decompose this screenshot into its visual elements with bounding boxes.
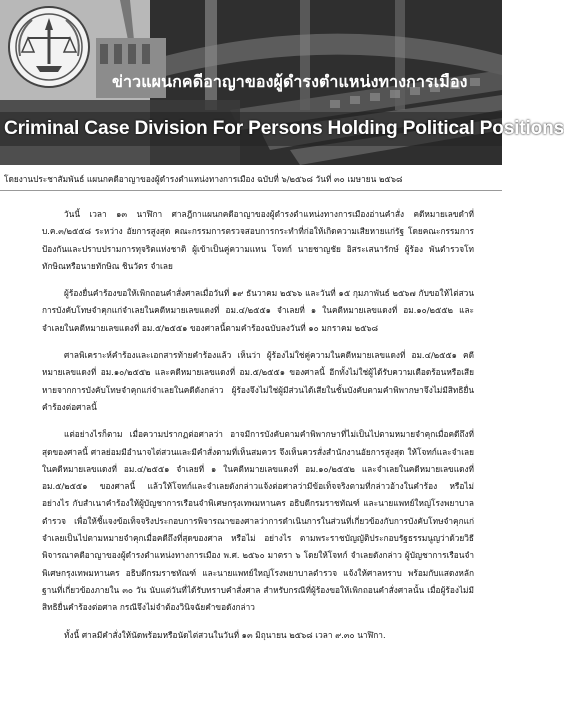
paragraph-1: วันนี้ เวลา ๑๓ นาฬิกา ศาลฎีกาแผนกคดีอาญาของผู้ดำรงตำแหน่งทางการเมืองอ่านคำสั่ง คดีหมายเลขดำที่ บ.ค.๓/๒๕๕๘ ระหว่าง อัยการสูงสุด คณะกรรมการตรวจสอบการกระทำที่ก่อให้เกิดความเสียหายแก่รัฐ โดยคณะกรรมการป้องกันและปราบปรามการทุจริตแห่งชาติ ผู้เข้าเป็นคู่ความแทน โจทก์ นายชาญชัย อิสระเสนารักษ์ ผู้ร้อง พันตำรวจโททักษิณหรือนายทักษิณ ชินวัตร จำเลย [42,209,474,271]
paragraph-3: ศาลพิเคราะห์คำร้องและเอกสารท้ายคำร้องแล้ว เห็นว่า ผู้ร้องไม่ใช่คู่ความในคดีหมายเลขแดงที่ อม.๔/๒๕๕๑ คดีหมายเลขแดงที่ อม.๑๐/๒๕๕๒ และคดีหมายเลขแดงที่ อม.๕/๒๕๕๑ ของศาลนี้ อีกทั้งไม่ใช่ผู้ได้รับความเดือดร้อนหรือเสียหายจากการบังคับโทษจำคุกแก่จำเลยในคดีดังกล่าว ผู้ร้องจึงไม่ใช่ผู้มีส่วนได้เสียในชั้นบังคับตามคำพิพากษาจึงไม่มีสิทธิยื่นคำร้องต่อศาลนี้ [42,350,474,412]
paragraph-5: ทั้งนี้ ศาลมีคำสั่งให้นัดพร้อมหรือนัดไต่สวนในวันที่ ๑๓ มิถุนายน ๒๕๖๘ เวลา ๙.๓๐ นาฬิกา. [64,629,386,640]
banner-title-thai: ข่าวแผนกคดีอาญาของผู้ดำรงตำแหน่งทางการเมือง [112,72,468,91]
header-banner [0,0,564,165]
paragraph-4: แต่อย่างไรก็ตาม เมื่อความปรากฏต่อศาลว่า อาจมีการบังคับตามคำพิพากษาที่ไม่เป็นไปตามหมายจำคุกเมื่อคดีถึงที่สุดของศาลนี้ ศาลย่อมมีอำนาจไต่สวนและมีคำสั่งตามที่เห็นสมควร จึงเห็นควรสั่งสำนักงานอัยการสูงสุด ให้โจทก์และจำเลยในคดีหมายเลขแดงที่ อม.๔/๒๕๕๑ จำเลยที่ ๑ ในคดีหมายเลขแดงที่ อม.๑๐/๒๕๕๒ และจำเลยในคดีหมายเลขแดงที่ อม.๕/๒๕๕๑ ของศาลนี้ แล้วให้โจทก์และจำเลยดังกล่าวแจ้งต่อศาลว่ามีข้อเท็จจริงตามที่กล่าวอ้างในคำร้อง หรือไม่ อย่างไร กับสำเนาคำร้องให้ผู้บัญชาการเรือนจำพิเศษกรุงเทพมหานคร อธิบดีกรมราชทัณฑ์ และนายแพทย์ใหญ่โรงพยาบาลตำรวจ เพื่อให้ชี้แจงข้อเท็จจริงประกอบการพิจารณาของศาลว่าการดำเนินการในส่วนที่เกี่ยวข้องกับการบังคับโทษจำคุกแก่จำเลยเป็นไปตามหมายจำคุกเมื่อคดีถึงที่สุดของศาล หรือไม่ อย่างไร ตามพระราชบัญญัติประกอบรัฐธรรมนูญว่าด้วยวิธีพิจารณาคดีอาญาของผู้ดำรงตำแหน่งทางการเมือง พ.ศ. ๒๕๖๐ มาตรา ๖ โดยให้โจทก์ จำเลยดังกล่าว ผู้บัญชาการเรือนจำพิเศษกรุงเทพมหานคร อธิบดีกรมราชทัณฑ์ และนายแพทย์ใหญ่โรงพยาบาลตำรวจ แจ้งให้ศาลทราบ พร้อมกับแสดงหลักฐานที่เกี่ยวข้องภายใน ๓๐ วัน นับแต่วันที่ได้รับทราบคำสั่งศาล สำหรับกรณีที่ผู้ร้องขอให้เพิกถอนคำสั่งศาลนั้น เมื่อผู้ร้องไม่มีสิทธิยื่นคำร้องต่อศาล กรณีจึงไม่จำต้องวินิจฉัยคำขอดังกล่าว [42,429,474,613]
court-emblem-icon [6,4,92,90]
paragraph-2: ผู้ร้องยื่นคำร้องขอให้เพิกถอนคำสั่งศาลเมื่อวันที่ ๑๙ ธันวาคม ๒๕๖๖ และวันที่ ๑๕ กุมภาพันธ์ ๒๕๖๗ กับขอให้ไต่สวนการบังคับโทษจำคุกแก่จำเลยในคดีหมายเลขแดงที่ อม.๔/๒๕๕๑ จำเลยที่ ๑ ในคดีหมายเลขแดงที่ อม.๑๐/๒๕๕๒ และจำเลยในคดีหมายเลขแดงที่ อม.๕/๒๕๕๑ ของศาลนี้ตามคำร้องฉบับลงวันที่ ๑๐ มกราคม ๒๕๖๘ [42,288,474,333]
article-body [42,206,474,654]
banner-title-english: Criminal Case Division For Persons Holding Political Positions [4,118,564,139]
bulletin-byline: โดยงานประชาสัมพันธ์ แผนกคดีอาญาของผู้ดำรงตำแหน่งทางการเมือง ฉบับที่ ๖/๒๕๖๘ วันที่ ๓๐ เมษายน ๒๕๖๘ [0,167,502,191]
